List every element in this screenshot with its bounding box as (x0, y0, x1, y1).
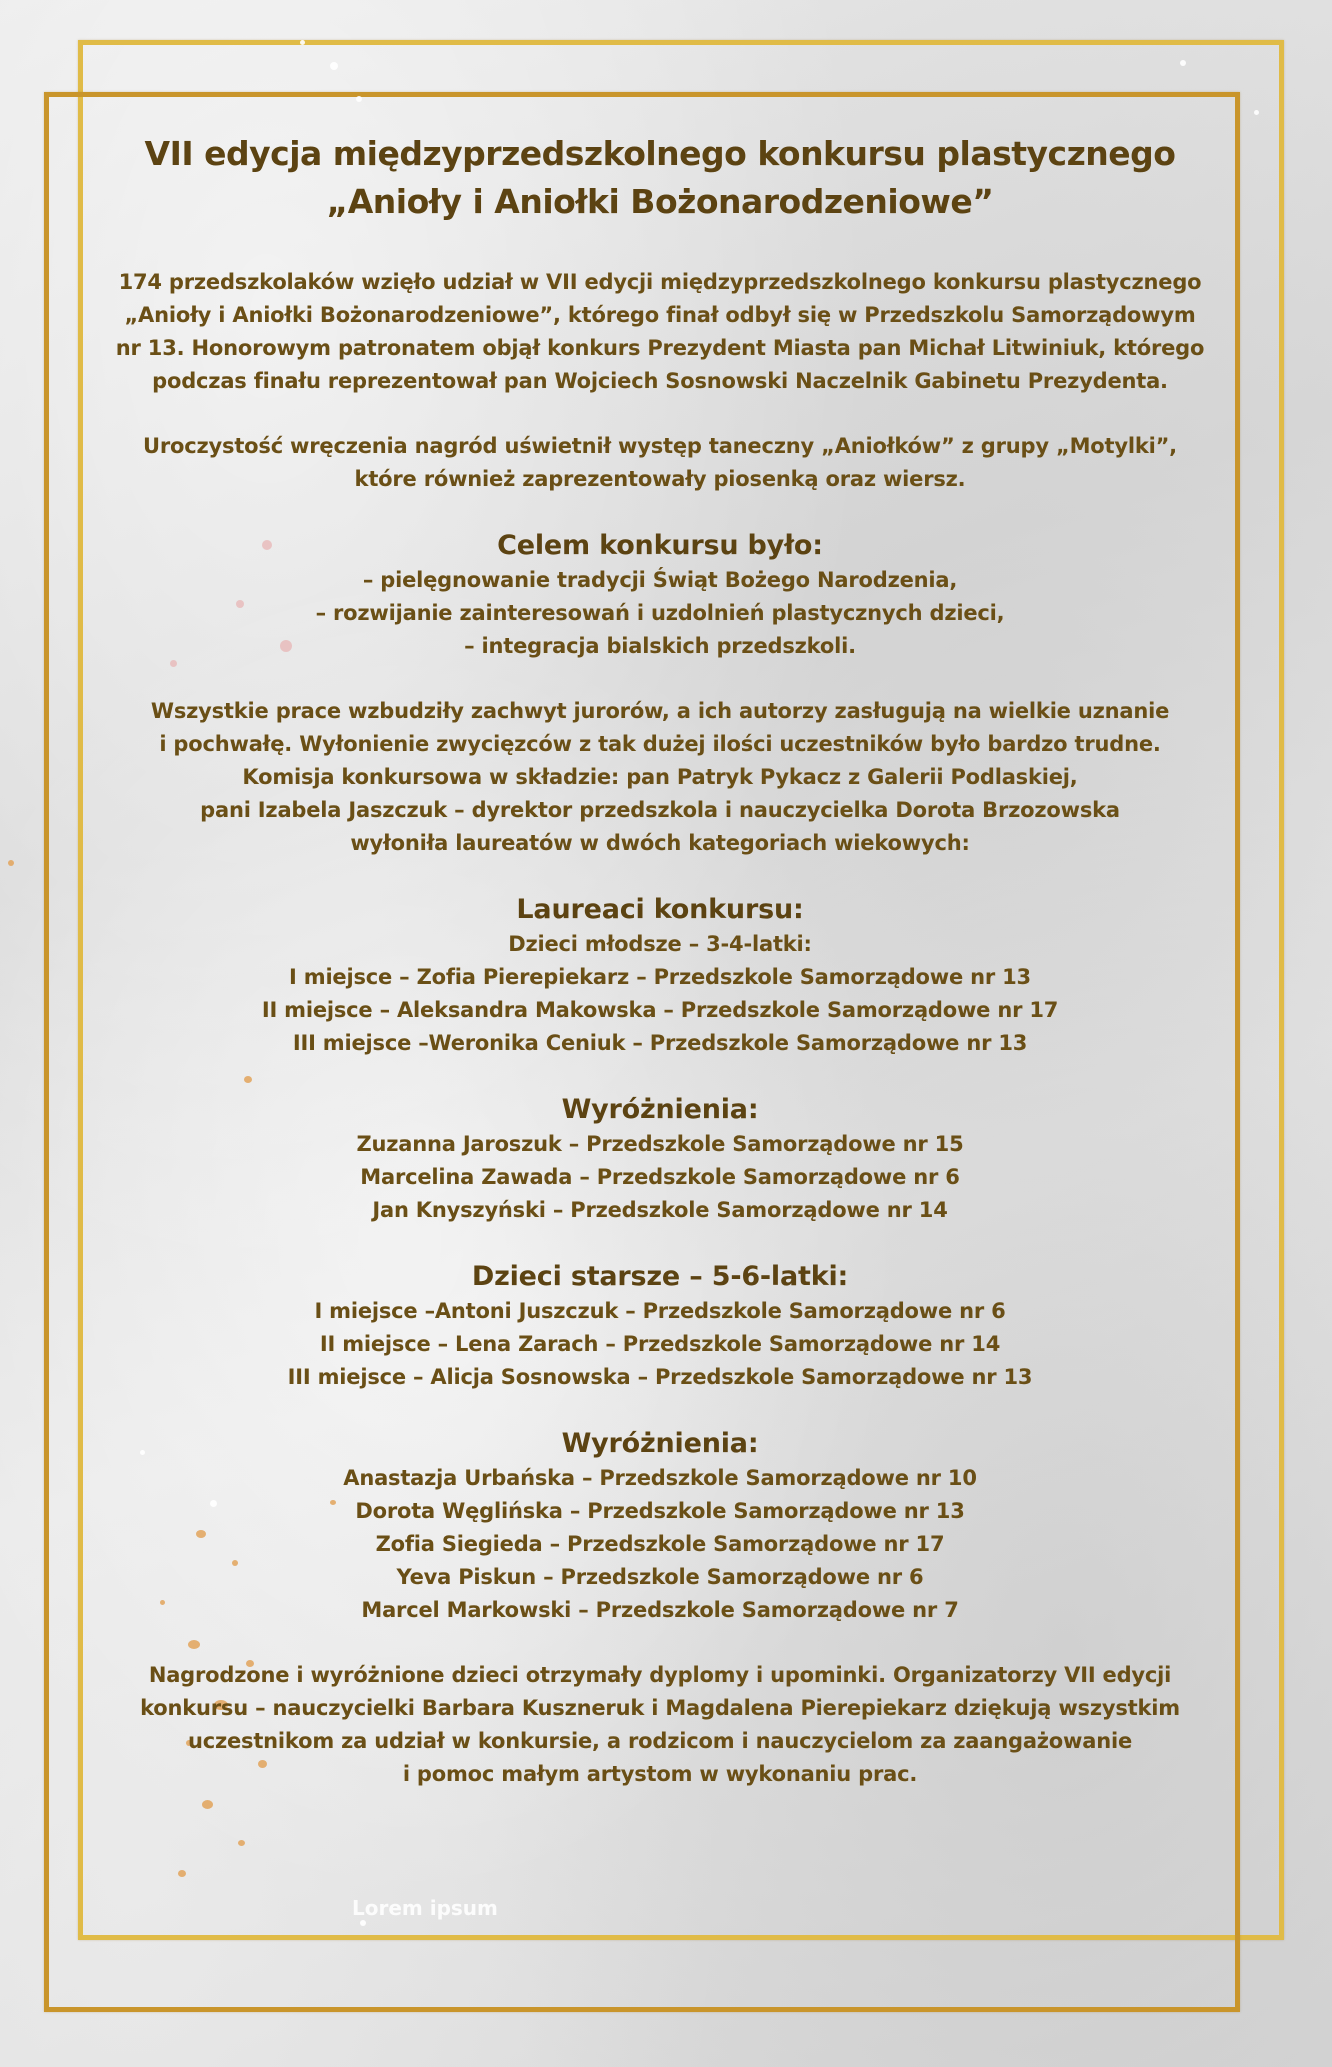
goal-item: – integracja bialskich przedszkoli. (464, 634, 856, 658)
younger-category-label: Dzieci młodsze – 3-4-latki: (508, 932, 812, 956)
jury-paragraph (110, 695, 1210, 860)
goal-item: – pielęgnowanie tradycji Świąt Bożego Narodzenia, (362, 568, 958, 592)
intro-line: „Anioły i Aniołki Bożonarodzeniowe”, którego finał odbył się w Przedszkolu Samorządowym (124, 303, 1196, 327)
closing-line: konkursu – nauczycielki Barbara Kuszneruk i Magdalena Pierepiekarz dziękują wszystkim (140, 1696, 1180, 1720)
closing-line: Nagrodzone i wyróżnione dzieci otrzymały dyplomy i upominki. Organizatorzy VII edycji (148, 1663, 1172, 1687)
older-distinctions-heading: Wyróżnienia: (561, 1428, 759, 1459)
laureate-place: I miejsce – Zofia Pierepiekarz – Przedszkole Samorządowe nr 13 (289, 965, 1031, 989)
distinction-item: Jan Knyszyński – Przedszkole Samorządowe nr 14 (372, 1198, 948, 1222)
announcement (110, 130, 1210, 1791)
intro-line: 174 przedszkolaków wzięło udział w VII edycji międzyprzedszkolnego konkursu plastycznego (118, 270, 1202, 294)
older-category-heading: Dzieci starsze – 5-6-latki: (471, 1261, 849, 1292)
intro-line: podczas finału reprezentował pan Wojciech Sosnowski Naczelnik Gabinetu Prezydenta. (152, 369, 1168, 393)
laureate-place: II miejsce – Lena Zarach – Przedszkole Samorządowe nr 14 (319, 1332, 1001, 1356)
distinction-item: Yeva Piskun – Przedszkole Samorządowe nr 6 (396, 1565, 924, 1589)
goal-item: – rozwijanie zainteresowań i uzdolnień plastycznych dzieci, (315, 601, 1005, 625)
closing-paragraph (110, 1659, 1210, 1791)
laureates-heading: Laureaci konkursu: (516, 894, 804, 925)
jury-line: Komisja konkursowa w składzie: pan Patryk Pykacz z Galerii Podlaskiej, (242, 765, 1078, 789)
jury-line: Wszystkie prace wzbudziły zachwyt jurorów, a ich autorzy zasługują na wielkie uznanie (150, 699, 1170, 723)
ceremony-line: Uroczystość wręczenia nagród uświetnił występ taneczny „Aniołków” z grupy „Motylki”, (143, 434, 1177, 458)
distinction-item: Dorota Węglińska – Przedszkole Samorządowe nr 13 (355, 1499, 965, 1523)
title-line: VII edycja międzyprzedszkolnego konkursu plastycznego (144, 134, 1176, 173)
laureates-section (110, 892, 1210, 1627)
distinction-item: Zuzanna Jaroszuk – Przedszkole Samorządowe nr 15 (356, 1132, 964, 1156)
goals-heading: Celem konkursu było: (497, 530, 823, 561)
laureate-place: III miejsce – Alicja Sosnowska – Przedszkole Samorządowe nr 13 (287, 1365, 1033, 1389)
jury-line: wyłoniła laureatów w dwóch kategoriach wiekowych: (350, 831, 970, 855)
intro-paragraph (110, 266, 1210, 398)
goals-section (110, 528, 1210, 663)
laureate-place: II miejsce – Aleksandra Makowska – Przedszkole Samorządowe nr 17 (261, 998, 1059, 1022)
intro-line: nr 13. Honorowym patronatem objął konkurs Prezydent Miasta pan Michał Litwiniuk, którego (115, 336, 1205, 360)
title-line: „Anioły i Aniołki Bożonarodzeniowe” (326, 182, 994, 221)
distinction-item: Zofia Siegieda – Przedszkole Samorządowe nr 17 (375, 1532, 945, 1556)
distinction-item: Marcelina Zawada – Przedszkole Samorządowe nr 6 (360, 1165, 960, 1189)
younger-distinctions-heading: Wyróżnienia: (561, 1094, 759, 1125)
distinction-item: Marcel Markowski – Przedszkole Samorządowe nr 7 (361, 1598, 959, 1622)
jury-line: i pochwałę. Wyłonienie zwycięzców z tak dużej ilości uczestników było bardzo trudne. (159, 732, 1161, 756)
closing-line: uczestnikom za udział w konkursie, a rodzicom i nauczycielom za zaangażowanie (187, 1729, 1133, 1753)
watermark-text: Lorem ipsum (352, 1896, 498, 1920)
closing-line: i pomoc małym artystom w wykonaniu prac. (402, 1762, 918, 1786)
ceremony-line: które również zaprezentowały piosenką oraz wiersz. (354, 467, 966, 491)
laureate-place: I miejsce –Antoni Juszczuk – Przedszkole Samorządowe nr 6 (314, 1299, 1006, 1323)
jury-line: pani Izabela Jaszczuk – dyrektor przedszkola i nauczycielka Dorota Brzozowska (200, 798, 1120, 822)
ceremony-paragraph (110, 430, 1210, 496)
page-title (110, 130, 1210, 226)
laureate-place: III miejsce –Weronika Ceniuk – Przedszkole Samorządowe nr 13 (292, 1031, 1028, 1055)
distinction-item: Anastazja Urbańska – Przedszkole Samorządowe nr 10 (343, 1466, 977, 1490)
